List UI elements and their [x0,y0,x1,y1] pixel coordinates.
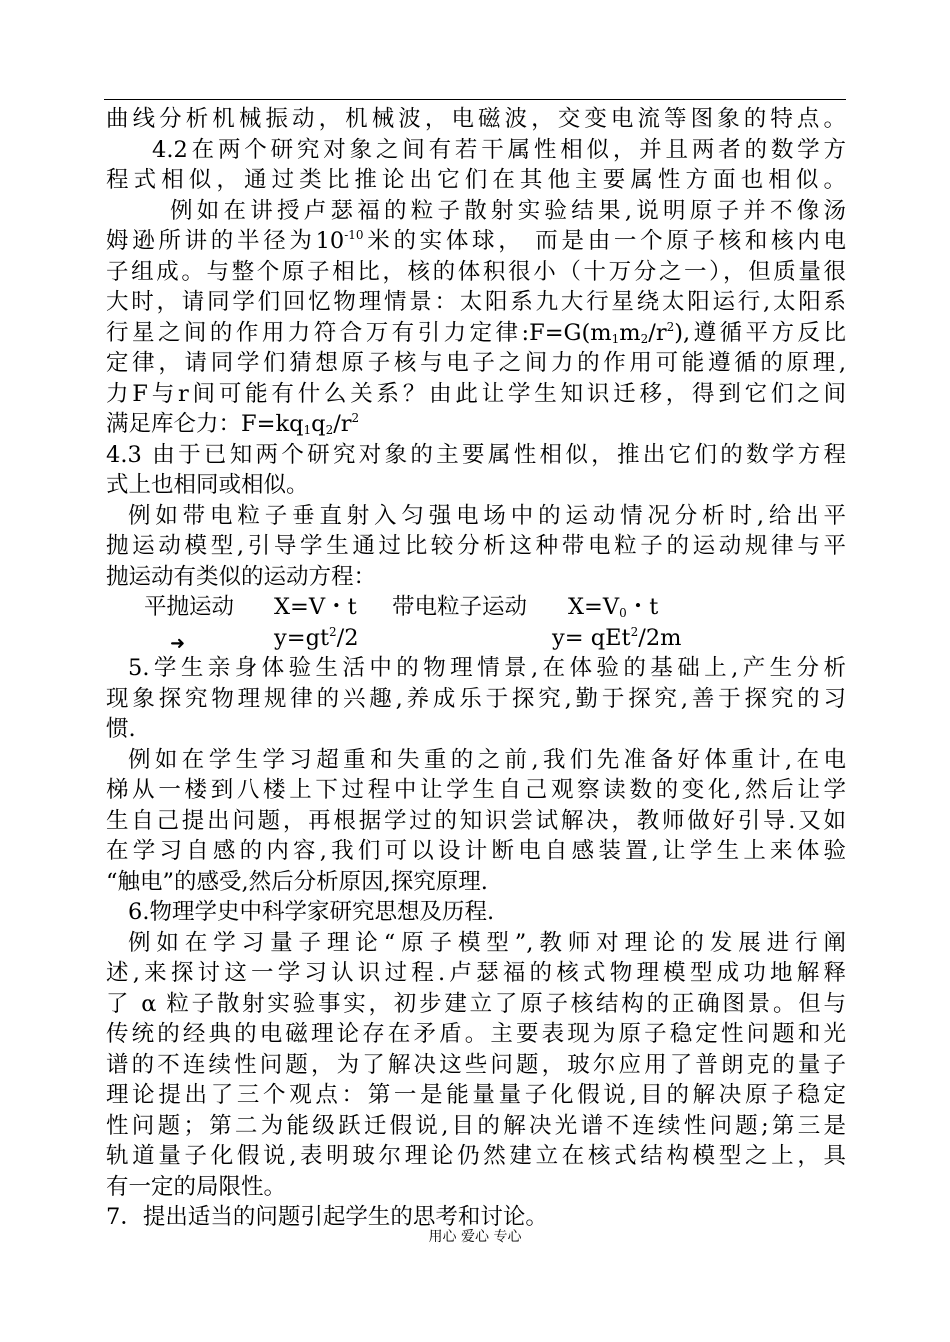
paragraph-line: 有一定的局限性。 [106,1173,287,1200]
paragraph-line: 子组成。与整个原子相比，核的体积很小（十万分之一），但质量很 [106,258,846,285]
paragraph-line: 例如在学生学习超重和失重的之前,我们先准备好体重计,在电 [128,746,846,773]
paragraph-line: 抛运动模型,引导学生通过比较分析这种带电粒子的运动规律与平 [106,533,846,559]
charged-y-equation: y= qEt$^2$/2m [552,624,682,651]
paragraph-line: 例如带电粒子垂直射入匀强电场中的运动情况分析时,给出平 [128,502,846,529]
pingpao-label: 平抛运动 [144,594,235,620]
charged-x-equation: $X=V_0$・t [568,594,659,620]
pingpao-y-equation: $y=gt^2/2$ [274,624,359,651]
paragraph-line: 惯. [106,716,136,742]
paragraph-line: 4.2在两个研究对象之间有若干属性相似，并且两者的数学方 [152,136,846,163]
paragraph-line: 抛运动有类似的运动方程： [106,563,377,590]
paragraph-line: 现象探究物理规律的兴趣,养成乐于探究,勤于探究,善于探究的习 [106,685,846,712]
paragraph-line: 生自己提出问题，再根据学过的知识尝试解决，教师做好引导.又如 [106,807,846,834]
paragraph-line: 行星之间的作用力符合万有引力定律$:F=G(m_1m_2/r^2)$,遵循平方反比 [106,319,846,346]
charged-label: 带电粒子运动 [392,594,528,620]
header-rule [104,99,846,100]
arrow-icon: ➜ [170,632,186,654]
section-heading: 6.物理学史中科学家研究思想及历程. [128,899,495,925]
paragraph-line: 理论提出了三个观点：第一是能量量子化假说,目的解决原子稳定 [106,1082,846,1108]
paragraph-line: 程式相似，通过类比推论出它们在其他主要属性方面也相似。 [106,167,846,193]
paragraph-line: 满足库仑力：$F=kq_1q_2/r^2$ [106,411,360,437]
paragraph-line: 谱的不连续性问题，为了解决这些问题，玻尔应用了普朗克的量子 [106,1051,846,1078]
paragraph-line: 姆逊所讲的半径为$10^{-10}$米的实体球， 而是由一个原子核和核内电 [106,228,846,254]
section-heading: 5.学生亲身体验生活中的物理情景,在体验的基础上,产生分析 [128,655,846,681]
pingpao-x-equation: X=V・t [274,594,357,620]
section-heading: 4.3 由于已知两个研究对象的主要属性相似，推出它们的数学方程 [106,441,846,468]
paragraph-line: 在学习自感的内容,我们可以设计断电自感装置,让学生上来体验 [106,838,846,864]
page-footer: 用心 爱心 专心 [428,1229,522,1245]
paragraph-line: 传统的经典的电磁理论存在矛盾。主要表现为原子稳定性问题和光 [106,1021,846,1047]
paragraph-line: 述,来探讨这一学习认识过程.卢瑟福的核式物理模型成功地解释 [106,960,846,986]
equation-row-x [106,592,846,623]
paragraph-line: 力F与r间可能有什么关系？由此让学生知识迁移，得到它们之间 [106,380,846,407]
paragraph-line: 轨道量子化假说,表明玻尔理论仍然建立在核式结构模型之上，具 [106,1143,846,1169]
paragraph-line: 定律，请同学们猜想原子核与电子之间力的作用可能遵循的原理, [106,350,846,376]
paragraph-line: 大时，请同学们回忆物理情景：太阳系九大行星绕太阳运行,太阳系 [106,289,846,315]
paragraph-line: 性问题；第二为能级跃迁假说,目的解决光谱不连续性问题;第三是 [106,1112,846,1139]
paragraph-line: 了 α 粒子散射实验事实，初步建立了原子核结构的正确图景。但与 [106,990,846,1017]
paragraph-line: 例如在学习量子理论“原子模型”,教师对理论的发展进行阐 [128,929,846,956]
document-body [106,104,846,1233]
paragraph-line: 梯从一楼到八楼上下过程中让学生自己观察读数的变化,然后让学 [106,777,846,803]
equation-row-y [106,623,846,654]
paragraph-line: “触电”的感受,然后分析原因,探究原理. [106,868,488,895]
section-heading: 7．提出适当的问题引起学生的思考和讨论。 [106,1204,548,1230]
paragraph-line: 例如在讲授卢瑟福的粒子散射实验结果,说明原子并不像汤 [170,197,846,224]
paragraph-line: 曲线分析机械振动，机械波，电磁波，交变电流等图象的特点。 [106,106,846,132]
paragraph-line: 式上也相同或相似。 [106,472,309,498]
